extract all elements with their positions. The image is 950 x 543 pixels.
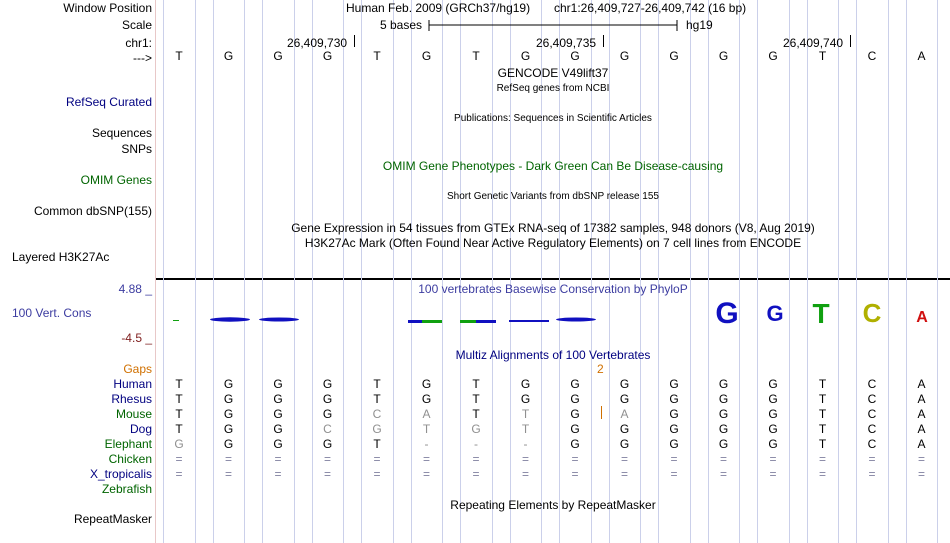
- alignment-base-mouse: G: [669, 407, 679, 421]
- alignment-base-rhesus: T: [472, 392, 480, 406]
- alignment-base-dog: G: [273, 422, 283, 436]
- species-label-dog[interactable]: Dog: [129, 422, 152, 436]
- alignment-base-chicken: =: [670, 452, 678, 466]
- alignment-base-chicken: =: [175, 452, 183, 466]
- alignment-base-mouse: G: [322, 407, 333, 421]
- alignment-base-x-tropicalis: =: [274, 467, 282, 481]
- phylop-track-title[interactable]: 100 vertebrates Basewise Conservation by PhyloP: [418, 282, 688, 296]
- alignment-base-x-tropicalis: =: [719, 467, 727, 481]
- alignment-base-mouse: G: [718, 407, 729, 421]
- alignment-base-mouse: A: [422, 407, 431, 421]
- alignment-base-x-tropicalis: =: [422, 467, 430, 481]
- reference-base: G: [520, 49, 531, 63]
- alignment-base-dog: C: [323, 422, 332, 436]
- alignment-base-elephant: G: [768, 437, 778, 451]
- reference-base: A: [917, 49, 926, 63]
- alignment-base-x-tropicalis: =: [175, 467, 183, 481]
- reference-base: G: [223, 49, 234, 63]
- gap-marker-icon: [601, 406, 602, 419]
- alignment-base-rhesus: T: [175, 392, 183, 406]
- track-label-dbsnp[interactable]: Common dbSNP(155): [33, 204, 152, 218]
- alignment-base-chicken: =: [719, 452, 727, 466]
- alignment-base-human: G: [421, 377, 432, 391]
- alignment-base-human: G: [768, 377, 778, 391]
- cons-mark: [509, 320, 549, 322]
- alignment-base-rhesus: G: [322, 392, 333, 406]
- species-label-human[interactable]: Human: [113, 377, 152, 391]
- h3k27ac-track-title[interactable]: H3K27Ac Mark (Often Found Near Active Regulatory Elements) on 7 cell lines from ENCODE: [304, 236, 802, 250]
- alignment-base-dog: G: [223, 422, 234, 436]
- tick-mark-icon: [354, 35, 355, 47]
- alignment-base-human: A: [917, 377, 926, 391]
- alignment-base-chicken: =: [769, 452, 777, 466]
- alignment-base-rhesus: G: [768, 392, 778, 406]
- grid-line: [937, 0, 938, 543]
- alignment-base-elephant: T: [373, 437, 381, 451]
- alignment-base-chicken: =: [472, 452, 480, 466]
- label-strand-arrow[interactable]: --->: [133, 51, 152, 65]
- alignment-base-chicken: =: [818, 452, 826, 466]
- phylop-max-value: 4.88 _: [118, 282, 152, 296]
- track-label-omim[interactable]: OMIM Genes: [80, 173, 152, 187]
- alignment-base-x-tropicalis: =: [373, 467, 381, 481]
- alignment-base-x-tropicalis: =: [571, 467, 579, 481]
- alignment-base-chicken: =: [868, 452, 876, 466]
- dbsnp-track-title[interactable]: Short Genetic Variants from dbSNP release 155: [447, 191, 659, 202]
- grid-line: [640, 0, 641, 543]
- grid-line: [195, 0, 196, 543]
- alignment-base-elephant: G: [273, 437, 283, 451]
- alignment-base-rhesus: C: [867, 392, 877, 406]
- alignment-base-elephant: G: [619, 437, 630, 451]
- reference-base: C: [867, 49, 877, 63]
- alignment-base-elephant: C: [867, 437, 877, 451]
- alignment-base-chicken: =: [373, 452, 381, 466]
- alignment-base-human: G: [570, 377, 580, 391]
- cons-letter: G: [715, 297, 739, 330]
- alignment-base-dog: G: [768, 422, 778, 436]
- track-label-cons[interactable]: 100 Vert. Cons: [12, 306, 92, 320]
- alignment-base-elephant: G: [718, 437, 729, 451]
- alignment-base-mouse: G: [570, 407, 580, 421]
- grid-line: [442, 0, 443, 543]
- reference-base: T: [175, 49, 183, 63]
- tick-mark-icon: [850, 35, 851, 47]
- grid-line: [492, 0, 493, 543]
- coord-tick-1: 26,409,730: [287, 36, 348, 50]
- label-window-position: Window Position: [63, 1, 152, 15]
- gap-count: 2: [597, 362, 604, 376]
- alignment-base-chicken: =: [620, 452, 628, 466]
- alignment-base-chicken: =: [571, 452, 579, 466]
- alignment-base-x-tropicalis: =: [521, 467, 529, 481]
- alignment-base-mouse: A: [917, 407, 926, 421]
- coord-tick-3: 26,409,740: [783, 36, 844, 50]
- alignment-base-x-tropicalis: =: [769, 467, 777, 481]
- alignment-base-chicken: =: [917, 452, 925, 466]
- alignment-base-elephant: A: [917, 437, 926, 451]
- alignment-base-human: G: [520, 377, 531, 391]
- alignment-base-human: G: [718, 377, 729, 391]
- alignment-base-human: T: [818, 377, 827, 391]
- alignment-base-elephant: G: [174, 437, 184, 451]
- label-chr: chr1:: [125, 36, 152, 50]
- alignment-base-rhesus: T: [373, 392, 381, 406]
- publications-track-title[interactable]: Publications: Sequences in Scientific Articles: [454, 113, 652, 124]
- track-label-gaps[interactable]: Gaps: [123, 362, 152, 376]
- cons-mark: [556, 318, 596, 322]
- alignment-base-chicken: =: [323, 452, 331, 466]
- scale-text: 5 bases: [380, 18, 423, 32]
- track-label-sequences[interactable]: Sequences: [91, 126, 152, 140]
- alignment-base-dog: T: [422, 422, 431, 436]
- reference-base: G: [619, 49, 630, 63]
- grid-line: [789, 0, 790, 543]
- alignment-base-human: T: [373, 377, 381, 391]
- alignment-base-human: G: [322, 377, 333, 391]
- alignment-base-elephant: G: [223, 437, 234, 451]
- alignment-base-human: G: [273, 377, 283, 391]
- alignment-base-rhesus: G: [718, 392, 729, 406]
- alignment-base-human: G: [669, 377, 679, 391]
- cons-letter: G: [766, 301, 784, 326]
- reference-base: G: [718, 49, 729, 63]
- alignment-base-chicken: =: [274, 452, 282, 466]
- alignment-base-x-tropicalis: =: [224, 467, 232, 481]
- reference-base: G: [322, 49, 333, 63]
- conservation-logo: [156, 290, 950, 340]
- alignment-base-dog: G: [372, 422, 382, 436]
- reference-base: T: [818, 49, 827, 63]
- alignment-base-dog: C: [867, 422, 877, 436]
- alignment-base-chicken: =: [224, 452, 232, 466]
- track-label-pane: [0, 0, 156, 543]
- coord-tick-2: 26,409,735: [536, 36, 597, 50]
- alignment-base-mouse: G: [223, 407, 234, 421]
- track-label-repeatmasker[interactable]: RepeatMasker: [73, 512, 152, 526]
- multiz-track-title[interactable]: Multiz Alignments of 100 Vertebrates: [455, 348, 651, 362]
- label-scale: Scale: [121, 18, 152, 32]
- alignment-base-rhesus: G: [669, 392, 679, 406]
- alignment-base-mouse: G: [273, 407, 283, 421]
- alignment-base-x-tropicalis: =: [620, 467, 628, 481]
- alignment-base-human: T: [175, 377, 183, 391]
- species-label-rhesus[interactable]: Rhesus: [111, 392, 152, 406]
- alignment-base-x-tropicalis: =: [323, 467, 331, 481]
- species-label-mouse[interactable]: Mouse: [115, 407, 152, 421]
- alignment-base-mouse: A: [620, 407, 629, 421]
- alignment-base-chicken: =: [521, 452, 529, 466]
- alignment-base-mouse: T: [175, 407, 183, 421]
- species-label-zebrafish[interactable]: Zebrafish: [101, 482, 152, 496]
- alignment-base-rhesus: G: [520, 392, 531, 406]
- cons-mark: [476, 320, 496, 323]
- alignment-base-x-tropicalis: =: [670, 467, 678, 481]
- alignment-base-human: G: [619, 377, 630, 391]
- grid-line: [838, 0, 839, 543]
- alignment-base-human: C: [867, 377, 877, 391]
- alignment-base-elephant: G: [570, 437, 580, 451]
- reference-base: G: [669, 49, 679, 63]
- cons-letter: T: [812, 298, 830, 329]
- alignment-base-mouse: T: [521, 407, 530, 421]
- alignment-base-rhesus: T: [818, 392, 827, 406]
- alignment-base-mouse: G: [768, 407, 778, 421]
- scale-db: hg19: [686, 18, 713, 32]
- cons-mark: [460, 320, 478, 323]
- alignment-base-elephant: -: [424, 437, 429, 451]
- alignment-base-mouse: T: [472, 407, 480, 421]
- window-position-text: chr1:26,409,727-26,409,742 (16 bp): [554, 1, 747, 15]
- alignment-base-chicken: =: [422, 452, 430, 466]
- grid-line: [690, 0, 691, 543]
- alignment-base-rhesus: A: [917, 392, 926, 406]
- reference-base: G: [570, 49, 580, 63]
- gencode-track-title[interactable]: GENCODE V49lift37: [497, 66, 609, 80]
- cons-mark: [408, 320, 424, 323]
- phylop-min-value: -4.5 _: [121, 331, 152, 345]
- alignment-base-dog: G: [669, 422, 679, 436]
- track-label-refseq[interactable]: RefSeq Curated: [65, 95, 152, 109]
- alignment-base-mouse: C: [372, 407, 382, 421]
- scale-bar-icon: [428, 17, 680, 33]
- alignment-base-rhesus: G: [273, 392, 283, 406]
- alignment-base-dog: T: [175, 422, 183, 436]
- alignment-base-dog: G: [471, 422, 481, 436]
- alignment-base-x-tropicalis: =: [868, 467, 876, 481]
- alignment-base-elephant: T: [818, 437, 827, 451]
- alignment-base-human: T: [472, 377, 480, 391]
- track-label-h3k27ac[interactable]: Layered H3K27Ac: [12, 250, 110, 264]
- alignment-base-x-tropicalis: =: [917, 467, 925, 481]
- cons-mark: [210, 317, 250, 321]
- gtex-track-title[interactable]: Gene Expression in 54 tissues from GTEx RNA-seq of 17382 samples, 948 donors (V8, Aug 2019): [291, 221, 815, 235]
- alignment-base-elephant: -: [523, 437, 528, 451]
- alignment-base-dog: T: [521, 422, 530, 436]
- reference-base: G: [421, 49, 432, 63]
- grid-line: [393, 0, 394, 543]
- grid-line: [739, 0, 740, 543]
- alignment-base-elephant: G: [322, 437, 333, 451]
- cons-mark: [173, 320, 179, 321]
- cons-letter: A: [916, 309, 928, 326]
- grid-line: [244, 0, 245, 543]
- track-label-snps[interactable]: SNPs: [121, 142, 152, 156]
- refseq-track-title[interactable]: RefSeq genes from NCBI: [496, 83, 610, 94]
- alignment-base-x-tropicalis: =: [472, 467, 480, 481]
- alignment-base-rhesus: G: [421, 392, 432, 406]
- alignment-base-dog: G: [570, 422, 580, 436]
- species-label-x-tropicalis[interactable]: X_tropicalis: [89, 467, 152, 481]
- alignment-base-dog: T: [818, 422, 827, 436]
- alignment-base-elephant: G: [669, 437, 679, 451]
- alignment-base-rhesus: G: [619, 392, 630, 406]
- alignment-base-x-tropicalis: =: [818, 467, 826, 481]
- cons-mark: [259, 318, 299, 322]
- reference-base: T: [472, 49, 480, 63]
- species-label-chicken[interactable]: Chicken: [108, 452, 152, 466]
- alignment-base-dog: A: [917, 422, 926, 436]
- track-data-pane: [156, 0, 950, 543]
- cons-mark: [422, 320, 442, 323]
- reference-base: T: [373, 49, 381, 63]
- alignment-base-mouse: T: [818, 407, 827, 421]
- reference-base: G: [768, 49, 778, 63]
- species-label-elephant[interactable]: Elephant: [104, 437, 152, 451]
- grid-line: [294, 0, 295, 543]
- repeatmasker-track-title[interactable]: Repeating Elements by RepeatMasker: [450, 498, 656, 512]
- grid-line: [888, 0, 889, 543]
- reference-base: G: [273, 49, 283, 63]
- alignment-base-rhesus: G: [223, 392, 234, 406]
- tick-mark-icon: [603, 35, 604, 47]
- assembly-title: Human Feb. 2009 (GRCh37/hg19): [346, 1, 531, 15]
- omim-track-title[interactable]: OMIM Gene Phenotypes - Dark Green Can Be Disease-causing: [382, 159, 724, 173]
- cons-letter: C: [862, 298, 882, 328]
- alignment-base-elephant: -: [474, 437, 478, 451]
- alignment-base-rhesus: G: [570, 392, 580, 406]
- grid-line: [343, 0, 344, 543]
- alignment-base-human: G: [223, 377, 234, 391]
- alignment-base-dog: G: [619, 422, 630, 436]
- alignment-base-dog: G: [718, 422, 729, 436]
- alignment-base-mouse: C: [867, 407, 877, 421]
